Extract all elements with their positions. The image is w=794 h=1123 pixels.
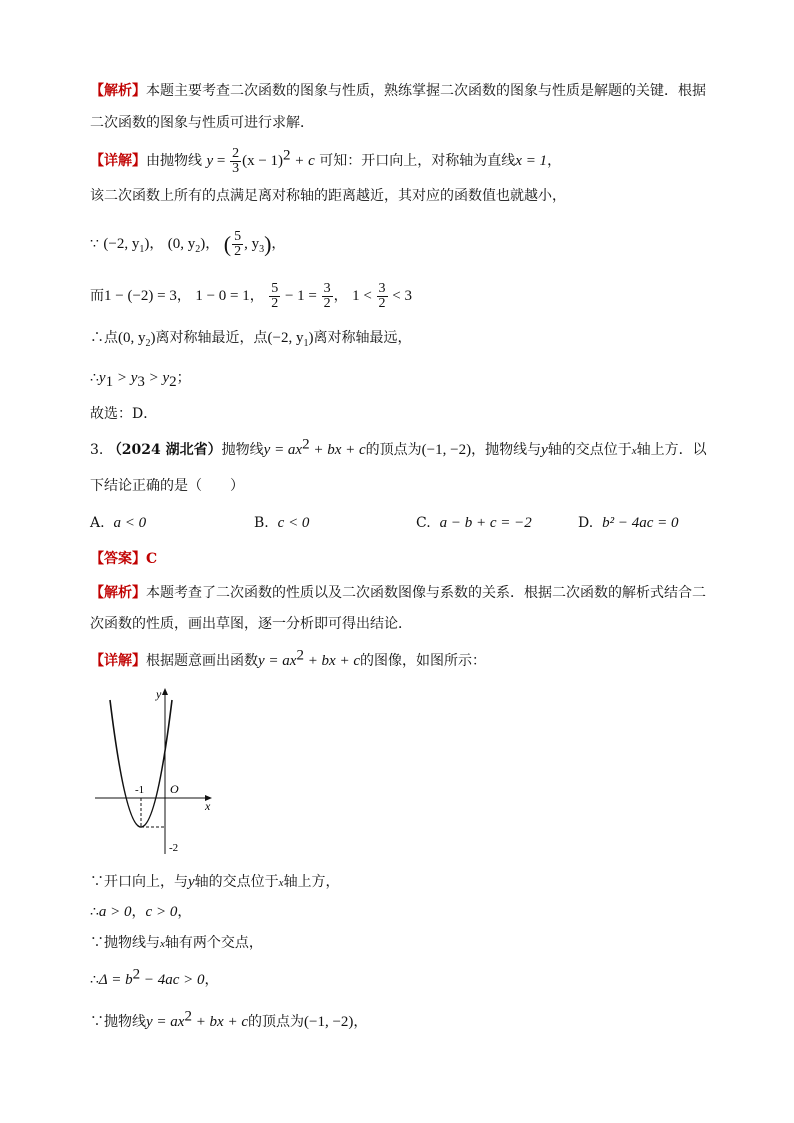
detail-line-2 — [90, 186, 566, 206]
frac-num: 3 — [378, 280, 386, 296]
expr: − 4ac > 0 — [140, 972, 205, 988]
paren-left: ( — [223, 231, 232, 257]
point-1-text: (−2, y — [103, 236, 140, 252]
text: ，抛物线与 — [471, 442, 542, 458]
order-line — [90, 368, 191, 388]
frac-num: 5 — [271, 280, 279, 296]
distance-3-frac — [269, 282, 280, 311]
analysis-tag: 【解析】 — [90, 585, 146, 601]
analysis-text-cont: 次函数的性质，画出草图，逐一分析即可得出结论． — [90, 616, 412, 632]
text: ∵抛物线与 — [90, 935, 160, 951]
point-3-sub: 3 — [259, 244, 265, 255]
text: 的图像，如图所示： — [360, 653, 486, 669]
option-b[interactable] — [254, 513, 309, 533]
y-var: y — [188, 874, 195, 890]
analysis-3-line-1 — [90, 583, 706, 603]
step-5 — [90, 1008, 368, 1032]
vertex: (−1, −2) — [421, 442, 472, 458]
y-tick-label: -2 — [169, 842, 179, 854]
x-tick-label: -1 — [135, 784, 145, 796]
option-label: A. — [90, 515, 105, 531]
eq-fraction — [230, 147, 241, 176]
square: 2 — [184, 1008, 192, 1025]
order-y: > y — [144, 370, 170, 386]
detail-text: 该二次函数上所有的点满足离对称轴的距离越近，其对应的函数值也就越小， — [90, 188, 566, 204]
sep: ， — [249, 288, 264, 304]
frac-num: 2 — [232, 145, 240, 161]
distance-3-mid: − 1 = — [281, 288, 321, 304]
x-var: x — [160, 938, 165, 950]
eq: + bx + c — [303, 653, 360, 669]
question-text: 下结论正确的是（ ） — [90, 478, 244, 494]
text: 的顶点为 — [365, 442, 422, 458]
therefore-symbol: ∴ — [90, 904, 99, 920]
step-3 — [90, 933, 263, 954]
analysis-3-line-2 — [90, 614, 412, 634]
near-point-sub: 2 — [145, 338, 151, 349]
sep: ， — [205, 236, 220, 252]
eq-square: 2 — [296, 647, 304, 664]
option-label: C. — [416, 515, 431, 531]
y-axis-arrow — [162, 688, 168, 695]
parabola-curve — [110, 700, 172, 827]
text: 轴上方．以 — [636, 442, 707, 458]
order-y: > y — [113, 370, 138, 386]
question-number: 3. — [90, 442, 104, 458]
option-expr: b² − 4ac = 0 — [602, 515, 679, 531]
punct: ， — [204, 972, 219, 988]
square: 2 — [132, 966, 141, 983]
far-point-end: ) — [308, 330, 314, 346]
answer-value: C — [146, 551, 158, 567]
point-3-y: , y — [244, 236, 260, 252]
distance-1: 1 − (−2) = 3 — [104, 288, 177, 304]
frac-den: 2 — [378, 295, 386, 311]
eq-y: y — [206, 153, 214, 169]
therefore-symbol: ∴ — [90, 972, 99, 988]
sub: 3 — [137, 373, 145, 390]
options-row — [90, 513, 710, 533]
question-3-line-2 — [90, 476, 244, 496]
text: ∵开口向上，与 — [90, 874, 188, 890]
detail-line-1 — [90, 145, 561, 177]
expr: Δ = b — [98, 972, 133, 988]
punct: ； — [176, 370, 191, 386]
detail-tag: 【详解】 — [90, 653, 146, 669]
text: ∵抛物线 — [90, 1014, 146, 1030]
paren-right: ) — [264, 231, 272, 257]
x-axis-label: x — [205, 799, 211, 813]
option-label: D. — [578, 515, 594, 531]
order-y: y — [98, 370, 106, 386]
option-c[interactable] — [416, 513, 532, 533]
y-var: y — [541, 442, 548, 458]
expr: a > 0 — [98, 904, 132, 920]
point-1-end: ) — [144, 236, 150, 252]
step-1 — [90, 872, 340, 893]
and-text: 而 — [90, 288, 104, 304]
eq-equals: = — [213, 153, 230, 169]
point-3 — [223, 229, 272, 260]
detail-conclusion: 可知：开口向上，对称轴为直线 — [314, 153, 516, 169]
ineq-frac — [377, 282, 388, 311]
point-2-end: ) — [200, 236, 206, 252]
origin-label: O — [170, 782, 179, 796]
text: 轴有两个交点， — [164, 935, 263, 951]
frac-num: 3 — [323, 280, 331, 296]
eq: + bx + c — [191, 1014, 248, 1030]
analysis-text: 本题主要考查二次函数的图象与性质，熟练掌握二次函数的图象与性质是解题的关键．根据 — [146, 83, 706, 99]
eq: y = ax — [263, 442, 303, 458]
eq-square: 2 — [302, 436, 310, 453]
vertex: (−1, −2) — [304, 1014, 354, 1030]
sub: 2 — [169, 373, 177, 390]
text: 轴的交点位于 — [547, 442, 632, 458]
eq-rest: (x − 1) — [242, 153, 284, 169]
eq: y = ax — [146, 1014, 185, 1030]
distance-line — [90, 278, 412, 314]
option-d[interactable] — [578, 513, 679, 533]
distance-3-result — [322, 282, 333, 311]
point-3-frac — [232, 230, 243, 259]
eq-c: + c — [290, 153, 315, 169]
analysis-text-cont: 二次函数的图象与性质可进行求解． — [90, 115, 314, 131]
expr: c > 0 — [145, 904, 178, 920]
text: 抛物线 — [221, 442, 264, 458]
frac-den: 2 — [234, 244, 242, 260]
near-point — [118, 330, 156, 349]
punct: ， — [271, 236, 286, 252]
eq: y = ax — [258, 653, 297, 669]
sep: ， — [149, 236, 164, 252]
point-2-text: (0, y — [167, 236, 196, 252]
x-var: x — [631, 445, 637, 457]
answer-line — [90, 549, 157, 569]
far-point — [267, 330, 314, 349]
analysis-tag: 【解析】 — [90, 83, 146, 99]
analysis-text: 本题考查了二次函数的性质以及二次函数图像与系数的关系．根据二次函数的解析式结合二 — [146, 585, 706, 601]
point-1 — [103, 236, 150, 255]
option-expr: a < 0 — [113, 515, 147, 531]
therefore-symbol: ∴ — [90, 330, 104, 346]
text: 根据题意画出函数 — [146, 653, 258, 669]
option-expr: c < 0 — [277, 515, 310, 531]
question-source: （2024 湖北省） — [107, 442, 222, 458]
frac-den: 2 — [323, 295, 331, 311]
analysis-line-2 — [90, 113, 314, 133]
sep: ， — [333, 288, 348, 304]
y-axis-label: y — [156, 687, 162, 701]
text: 的顶点为 — [248, 1014, 304, 1030]
axis-eq: x = 1 — [515, 153, 548, 169]
near-point-text: (0, y — [118, 330, 146, 346]
far-point-text: (−2, y — [267, 330, 304, 346]
point-2 — [167, 236, 206, 255]
step-2 — [90, 902, 191, 922]
because-symbol: ∵ — [90, 236, 99, 252]
eq-square: 2 — [283, 147, 291, 164]
near-point-end: ) — [150, 330, 156, 346]
near-far-line — [90, 328, 411, 348]
option-expr: a − b + c = −2 — [439, 515, 532, 531]
text: 离对称轴最远， — [313, 330, 412, 346]
eq: + bx + c — [309, 442, 366, 458]
point-1-sub: 1 — [139, 244, 145, 255]
question-3-line-1 — [90, 436, 707, 461]
option-label: B. — [254, 515, 269, 531]
punct: ， — [547, 153, 562, 169]
point-2-sub: 2 — [195, 244, 201, 255]
detail-3-line — [90, 647, 486, 671]
analysis-line-1 — [90, 81, 706, 101]
ineq-left: 1 < — [352, 288, 376, 304]
sep: ， — [176, 288, 191, 304]
therefore-symbol: ∴ — [90, 370, 99, 386]
answer-tag: 【答案】 — [90, 551, 146, 567]
text: 点 — [104, 330, 118, 346]
x-var: x — [278, 877, 284, 889]
punct: ， — [353, 1014, 368, 1030]
text: 轴上方， — [283, 874, 340, 890]
far-point-sub: 1 — [303, 338, 309, 349]
step-4 — [90, 966, 219, 990]
option-a[interactable] — [90, 513, 146, 533]
frac-num: 5 — [234, 229, 242, 245]
choice-text: 故选：D． — [90, 406, 158, 422]
parabola-graph — [90, 684, 230, 864]
distance-2: 1 − 0 = 1 — [195, 288, 250, 304]
sub: 1 — [105, 373, 114, 390]
ineq-right: < 3 — [388, 288, 413, 304]
frac-den: 3 — [232, 160, 240, 176]
text: 离对称轴最近，点 — [155, 330, 268, 346]
detail-tag: 【详解】 — [90, 153, 146, 169]
punct: ， — [177, 904, 192, 920]
detail-intro: 由抛物线 — [146, 153, 202, 169]
choice-line — [90, 404, 157, 424]
points-line — [90, 226, 285, 263]
punct: ， — [131, 904, 146, 920]
text: 轴的交点位于 — [194, 874, 279, 890]
frac-den: 2 — [271, 295, 279, 311]
